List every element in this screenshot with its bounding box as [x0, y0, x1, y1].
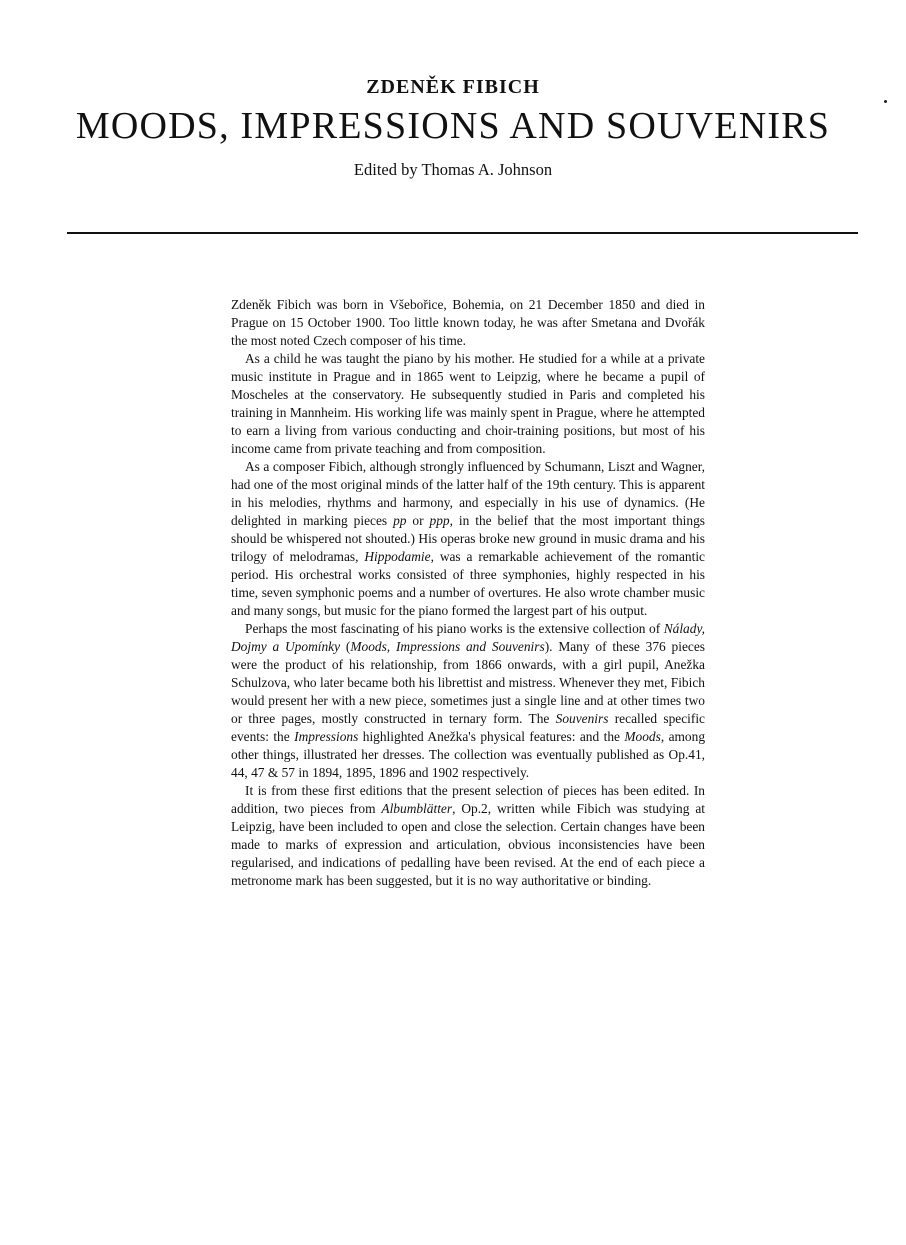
- paragraph-4-text-e: , among other things, illustrated her dresses. The collection was eventually published as Op.41, 44, 47 & 57 in 1894, 1895, 1896 and 1902 respectively.: [231, 729, 706, 780]
- paragraph-3: [231, 458, 705, 620]
- term-souvenirs: Souvenirs: [555, 711, 609, 726]
- work-title-czech: Nálady, Dojmy a Upomínky: [231, 621, 705, 654]
- paragraph-4-text-a: Perhaps the most fascinating of his piano works is the extensive collection of: [245, 621, 664, 636]
- page-title: MOODS, IMPRESSIONS AND SOUVENIRS: [75, 105, 831, 147]
- paragraph-2-text: As a child he was taught the piano by his mother. He studied for a while at a private music institute in Prague and in 1865 went to Leipzig, where he became a pupil of Moscheles at the conservatory. He subsequently studied in Paris and completed his training in Mannheim. His working life was mainly spent in Prague, where he attempted to earn a living from various conducting and choir-training positions, but most of his income came from private teaching and from composition.: [231, 351, 705, 456]
- paragraph-5-text-a: It is from these first editions that the present selection of pieces has been edited. In addition, two pieces from: [231, 783, 705, 816]
- work-title-albumblatter: Albumblätter: [381, 801, 453, 816]
- paragraph-4-text-d: highlighted Anežka's physical features: and the: [358, 729, 625, 744]
- composer-name: ZDENĚK FIBICH: [366, 76, 540, 98]
- paragraph-3-text-a: As a composer Fibich, although strongly influenced by Schumann, Liszt and Wagner, had one of the most original minds of the latter half of the 19th century. This is apparent in his melodies, rhythms and harmony, and especially in his use of dynamics. (He delighted in marking pieces: [231, 459, 705, 528]
- paragraph-4-text-b: ). Many of these 376 pieces were the product of his relationship, from 1866 onwards, with a girl pupil, Anežka Schulzova, who later became both his librettist and mistress. Whenever they met, Fibich would present her with a new piece, sometimes just a single line and at other times two or three pages, mostly constructed in ternary form. The: [231, 639, 706, 726]
- paragraph-3-text-b: , in the belief that the most important things should be whispered not shouted.) His operas broke new ground in music drama and his trilogy of melodramas,: [231, 513, 706, 564]
- editor-credit: Edited by Thomas A. Johnson: [353, 160, 553, 179]
- paragraph-4-paren: (: [340, 639, 351, 654]
- paragraph-3-text-c: , was a remarkable achievement of the romantic period. His orchestral works consisted of three symphonies, highly respected in his time, seven symphonic poems and a number of overtures. He also wrote chamber music and many songs, but music for the piano formed the largest part of his output.: [231, 549, 705, 618]
- introduction-text: [231, 296, 705, 890]
- paragraph-4-text-c: recalled specific events: the: [231, 711, 705, 744]
- work-title-hippodamie: Hippodamie: [364, 549, 431, 564]
- paragraph-4: [231, 620, 705, 782]
- paragraph-5-text-b: , Op.2, written while Fibich was studying at Leipzig, have been included to open and close the selection. Certain changes have been made to marks of expression and articulation, obvious inconsistencies have been regularised, and indications of pedalling have been revised. At the end of each piece a metronome mark has been suggested, but it is no way authoritative or binding.: [231, 801, 705, 888]
- term-moods: Moods: [624, 729, 661, 744]
- term-impressions: Impressions: [294, 729, 359, 744]
- paragraph-5: [231, 782, 705, 890]
- paragraph-1: [231, 296, 705, 350]
- scan-speck: [884, 100, 887, 103]
- paragraph-3-or: or: [406, 513, 430, 528]
- horizontal-rule: [67, 232, 858, 234]
- dynamic-pp: pp: [393, 513, 407, 528]
- paragraph-1-text: Zdeněk Fibich was born in Všebořice, Bohemia, on 21 December 1850 and died in Prague on 15 October 1900. Too little known today, he was after Smetana and Dvořák the most noted Czech composer of his time.: [231, 297, 705, 348]
- paragraph-2: [231, 350, 705, 458]
- dynamic-ppp: ppp: [429, 513, 450, 528]
- work-title-english: Moods, Impressions and Souvenirs: [350, 639, 545, 654]
